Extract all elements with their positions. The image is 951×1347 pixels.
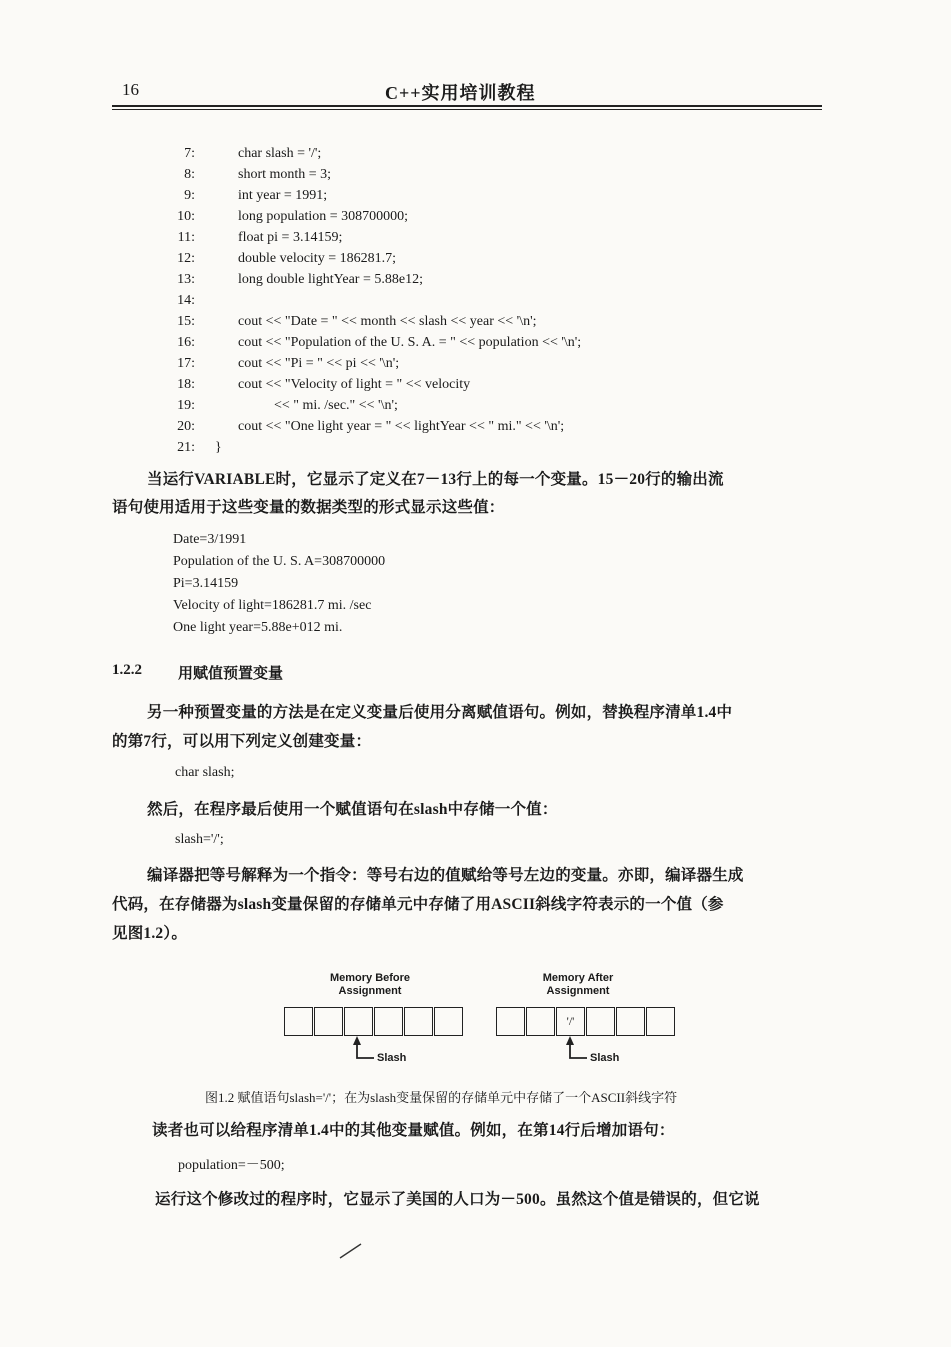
- paragraph-line: 读者也可以给程序清单1.4中的其他变量赋值。例如，在第14行后增加语句：: [152, 1122, 675, 1139]
- pointer-label-before: Slash: [377, 1052, 407, 1064]
- code-line: cout << "One light year = " << lightYear << " mi." << '\n';: [238, 419, 565, 434]
- line-number: 17:: [177, 356, 195, 371]
- code-line: long double lightYear = 5.88e12;: [238, 272, 423, 287]
- code-snippet: slash='/';: [175, 832, 224, 847]
- header-rule-thin: [112, 109, 822, 110]
- book-title: C++实用培训教程: [385, 83, 536, 103]
- code-line: }: [215, 440, 222, 455]
- line-number: 20:: [177, 419, 195, 434]
- code-line: << " mi. /sec." << '\n';: [274, 398, 398, 413]
- section-number: 1.2.2: [112, 662, 142, 678]
- memory-cell: [616, 1007, 645, 1036]
- memory-before-cells: [284, 1007, 464, 1036]
- code-line: cout << "Pi = " << pi << '\n';: [238, 356, 400, 371]
- code-line: double velocity = 186281.7;: [238, 251, 396, 266]
- output-line: Velocity of light=186281.7 mi. /sec: [173, 598, 372, 613]
- line-number: 16:: [177, 335, 195, 350]
- paragraph-line: 代码，在存储器为slash变量保留的存储单元中存储了用ASCII斜线字符表示的一个值（参: [112, 896, 724, 913]
- page-number: 16: [122, 80, 139, 99]
- figure-caption: 图1.2 赋值语句slash='/'；在为slash变量保留的存储单元中存储了一个ASCII斜线字符: [205, 1090, 678, 1105]
- memory-before-label-line1: Memory Before: [329, 972, 411, 984]
- memory-after-cells: [496, 1007, 676, 1036]
- header-rule: [112, 105, 822, 107]
- line-number: 11:: [177, 230, 195, 245]
- line-number: 13:: [177, 272, 195, 287]
- line-number: 19:: [177, 398, 195, 413]
- line-number: 21:: [177, 440, 195, 455]
- code-line: cout << "Date = " << month << slash << year << '\n';: [238, 314, 537, 329]
- pointer-label-after: Slash: [590, 1052, 620, 1064]
- code-line: int year = 1991;: [238, 188, 328, 203]
- memory-cell: [434, 1007, 463, 1036]
- line-number: 9:: [184, 188, 195, 203]
- line-number: 8:: [184, 167, 195, 182]
- paragraph-line: 另一种预置变量的方法是在定义变量后使用分离赋值语句。例如，替换程序清单1.4中: [147, 704, 733, 721]
- code-line: float pi = 3.14159;: [238, 230, 343, 245]
- memory-after-label-line1: Memory After: [542, 972, 614, 984]
- code-line: char slash = '/';: [238, 146, 322, 161]
- code-line: cout << "Population of the U. S. A. = " << population << '\n';: [238, 335, 582, 350]
- paragraph-line: 语句使用适用于这些变量的数据类型的形式显示这些值：: [112, 499, 505, 516]
- paragraph-line: 然后，在程序最后使用一个赋值语句在slash中存储一个值：: [147, 801, 558, 818]
- memory-cell: [496, 1007, 525, 1036]
- memory-before-label: [305, 972, 435, 998]
- scan-mark-icon: [336, 1240, 366, 1262]
- line-number: 15:: [177, 314, 195, 329]
- paragraph-line: 编译器把等号解释为一个指令：等号右边的值赋给等号左边的变量。亦即，编译器生成: [147, 867, 744, 884]
- output-line: Date=3/1991: [173, 532, 247, 547]
- paragraph-line: 见图1.2）。: [112, 925, 188, 942]
- memory-after-label-line2: Assignment: [546, 985, 610, 997]
- line-number: 14:: [177, 293, 195, 308]
- paragraph-line: 当运行VARIABLE时，它显示了定义在7－13行上的每一个变量。15－20行的输出流: [147, 471, 724, 488]
- output-line: Population of the U. S. A=308700000: [173, 554, 386, 569]
- memory-after-label: [513, 972, 643, 998]
- memory-cell: [646, 1007, 675, 1036]
- memory-cell: [314, 1007, 343, 1036]
- line-number: 12:: [177, 251, 195, 266]
- memory-cell: [526, 1007, 555, 1036]
- paragraph-line: 运行这个修改过的程序时，它显示了美国的人口为－500。虽然这个值是错误的，但它说: [155, 1191, 760, 1208]
- memory-cell: [404, 1007, 433, 1036]
- memory-cell: [284, 1007, 313, 1036]
- output-line: One light year=5.88e+012 mi.: [173, 620, 343, 635]
- output-line: Pi=3.14159: [173, 576, 239, 591]
- paragraph-line: 的第7行，可以用下列定义创建变量：: [112, 733, 372, 750]
- line-number: 10:: [177, 209, 195, 224]
- memory-cell-slash: '/': [556, 1007, 585, 1036]
- line-number: 7:: [184, 146, 195, 161]
- code-line: cout << "Velocity of light = " << velocity: [238, 377, 471, 392]
- code-snippet: char slash;: [175, 765, 235, 780]
- section-title: 用赋值预置变量: [178, 666, 284, 682]
- memory-cell: [586, 1007, 615, 1036]
- code-line: short month = 3;: [238, 167, 332, 182]
- code-snippet: population=－500;: [178, 1158, 285, 1173]
- memory-before-label-line2: Assignment: [338, 985, 402, 997]
- memory-cell: [344, 1007, 373, 1036]
- line-number: 18:: [177, 377, 195, 392]
- code-line: long population = 308700000;: [238, 209, 409, 224]
- memory-cell: [374, 1007, 403, 1036]
